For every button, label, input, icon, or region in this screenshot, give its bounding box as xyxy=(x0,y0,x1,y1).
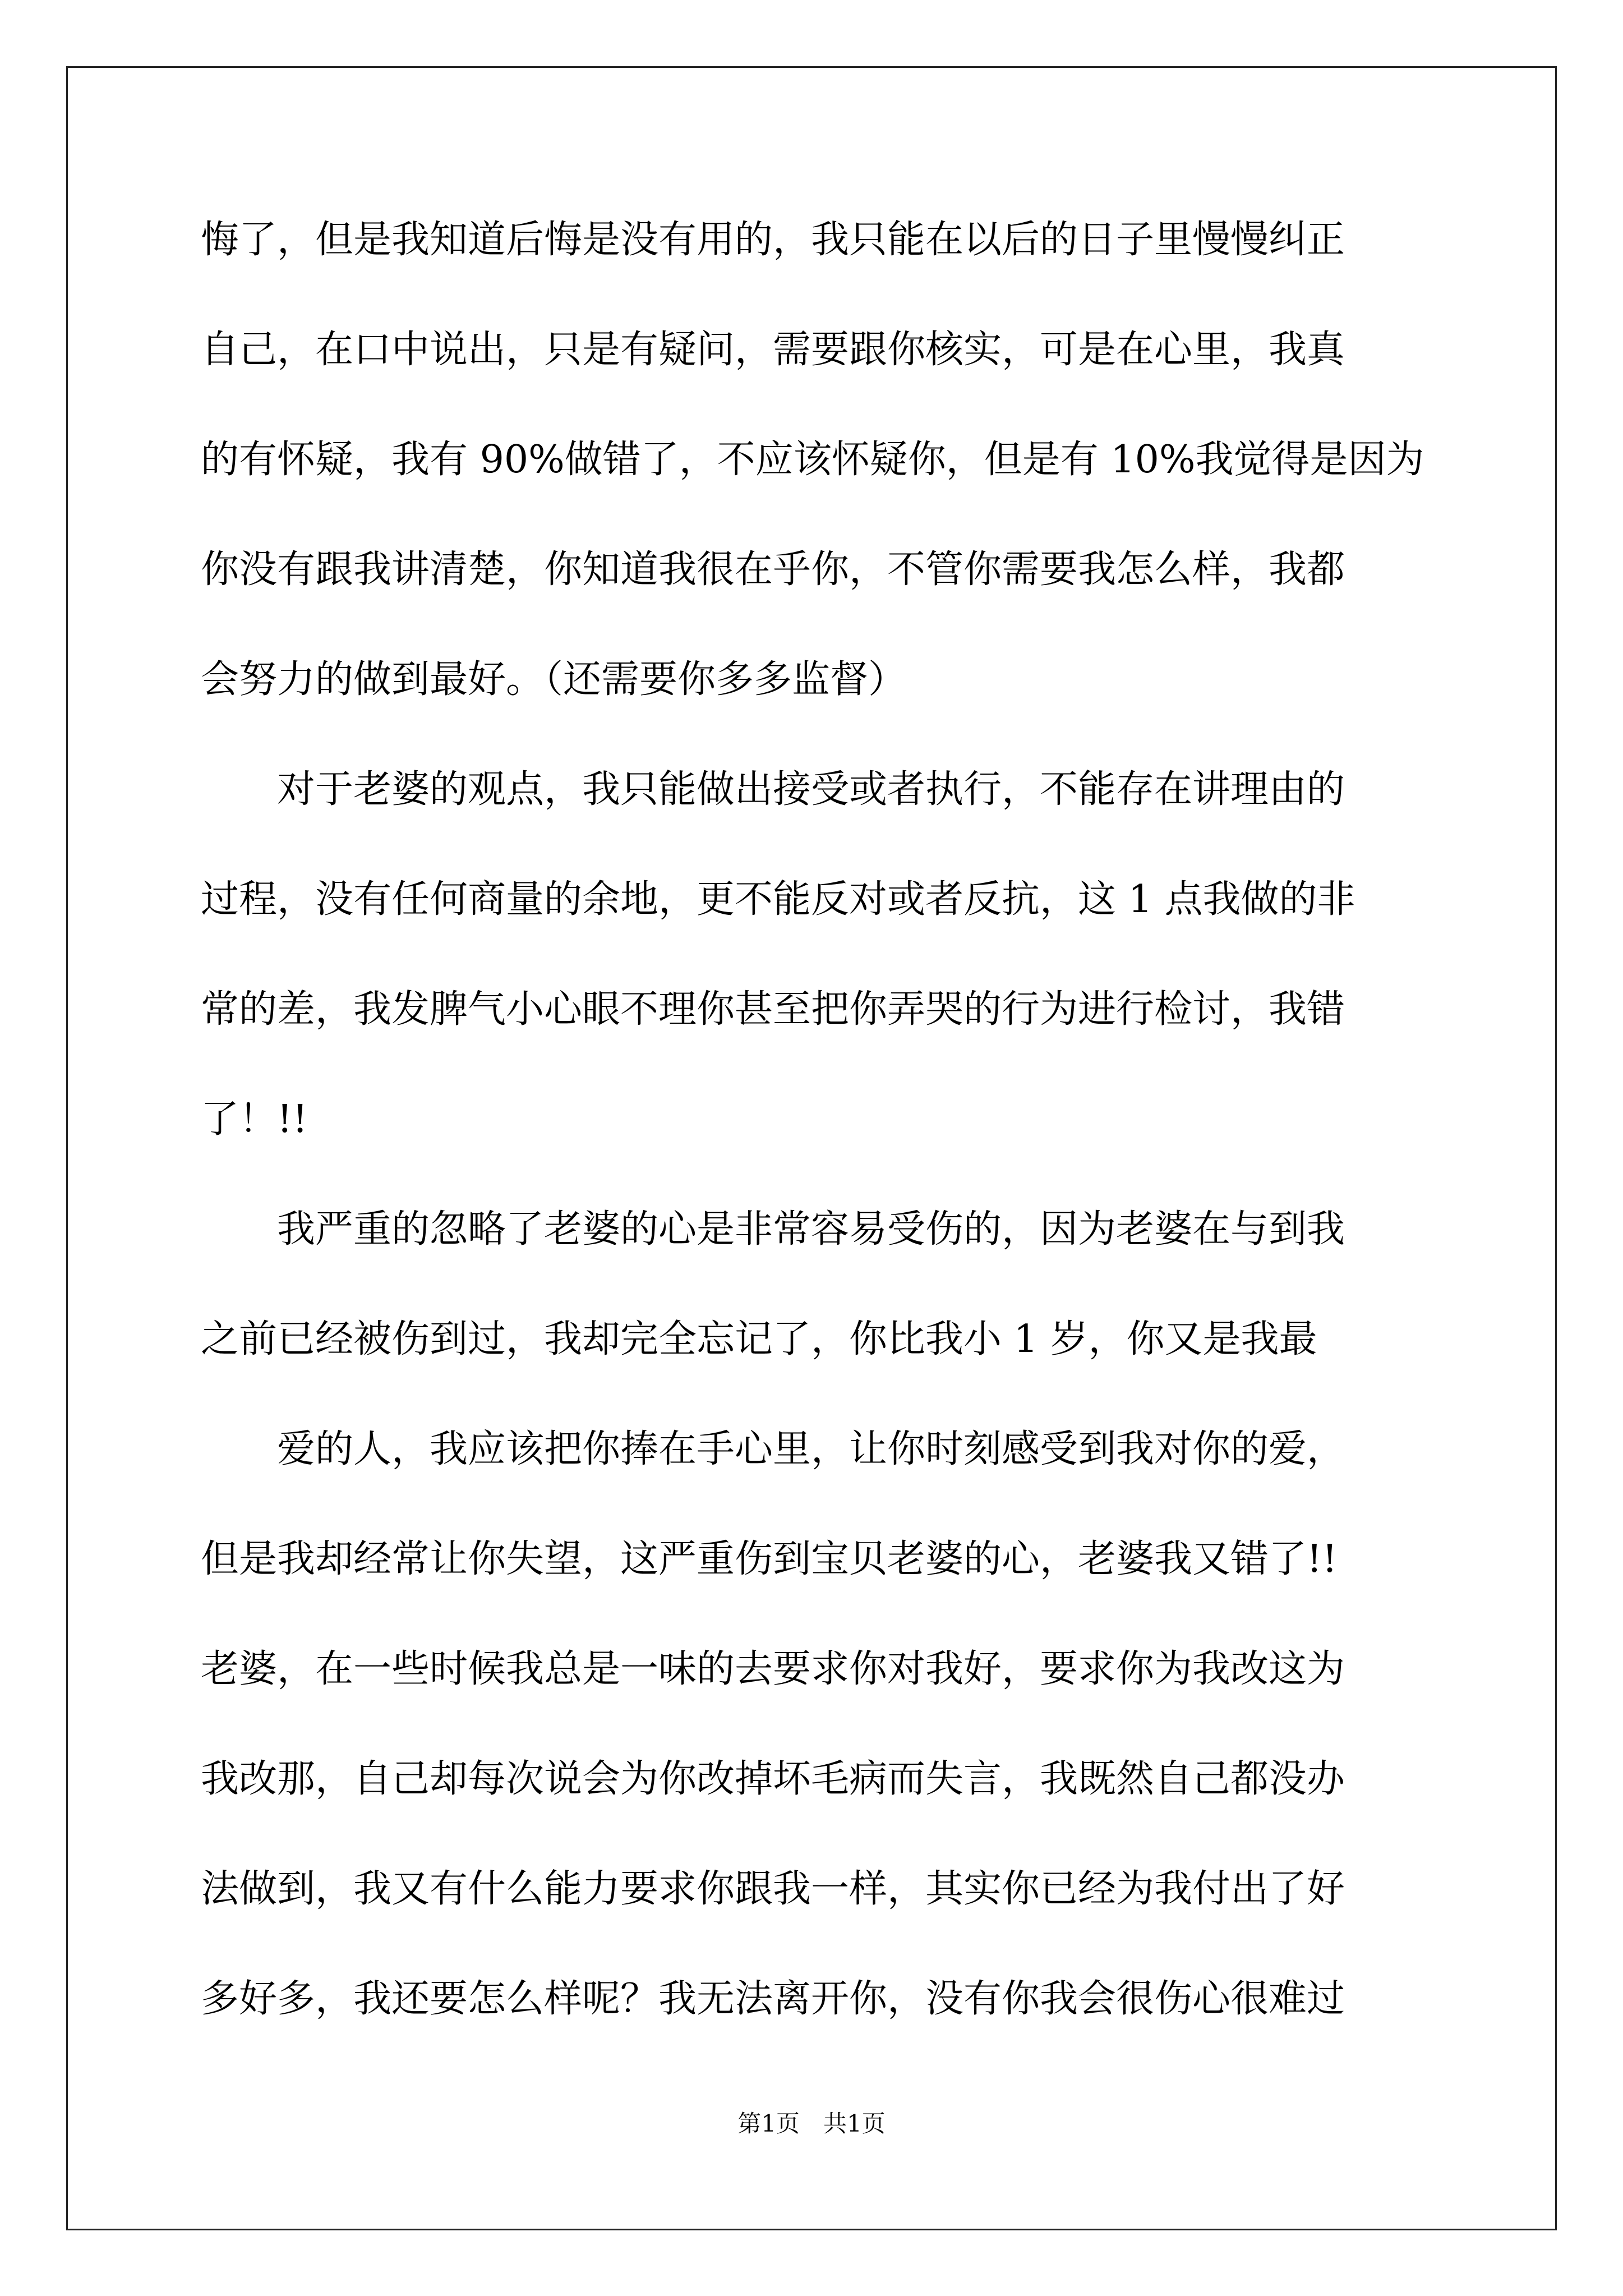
text-line: 过程，没有任何商量的余地，更不能反对或者反抗，这 1 点我做的非 xyxy=(201,877,1355,922)
paragraph-first-line: 对于老婆的观点，我只能做出接受或者执行，不能存在讲理由的 xyxy=(277,767,1345,812)
text-line: 之前已经被伤到过，我却完全忘记了，你比我小 1 岁，你又是我最 xyxy=(201,1317,1317,1361)
text-line: 悔了，但是我知道后悔是没有用的，我只能在以后的日子里慢慢纠正 xyxy=(201,218,1345,262)
text-line: 的有怀疑，我有 90%做错了，不应该怀疑你，但是有 10%我觉得是因为 xyxy=(201,438,1424,482)
paragraph-first-line: 爱的人，我应该把你捧在手心里，让你时刻感受到我对你的爱， xyxy=(277,1427,1345,1471)
paragraph-first-line: 我严重的忽略了老婆的心是非常容易受伤的，因为老婆在与到我 xyxy=(277,1207,1345,1251)
text-line: 了！!! xyxy=(201,1097,308,1142)
text-line: 法做到，我又有什么能力要求你跟我一样，其实你已经为我付出了好 xyxy=(201,1867,1345,1911)
text-line: 老婆，在一些时候我总是一味的去要求你对我好，要求你为我改这为 xyxy=(201,1647,1345,1691)
text-line: 多好多，我还要怎么样呢？我无法离开你，没有你我会很伤心很难过 xyxy=(201,1977,1345,2021)
text-line: 我改那，自己却每次说会为你改掉坏毛病而失言，我既然自己都没办 xyxy=(201,1757,1345,1801)
text-line: 你没有跟我讲清楚，你知道我很在乎你，不管你需要我怎么样，我都 xyxy=(201,547,1345,592)
text-line: 但是我却经常让你失望，这严重伤到宝贝老婆的心，老婆我又错了!! xyxy=(201,1537,1338,1581)
text-line: 会努力的做到最好。（还需要你多多监督） xyxy=(201,657,907,702)
text-line: 自己，在口中说出，只是有疑问，需要跟你核实，可是在心里，我真 xyxy=(201,328,1345,372)
page-number-footer: 第1页 共1页 xyxy=(737,2110,886,2137)
text-line: 常的差，我发脾气小心眼不理你甚至把你弄哭的行为进行检讨，我错 xyxy=(201,987,1345,1032)
